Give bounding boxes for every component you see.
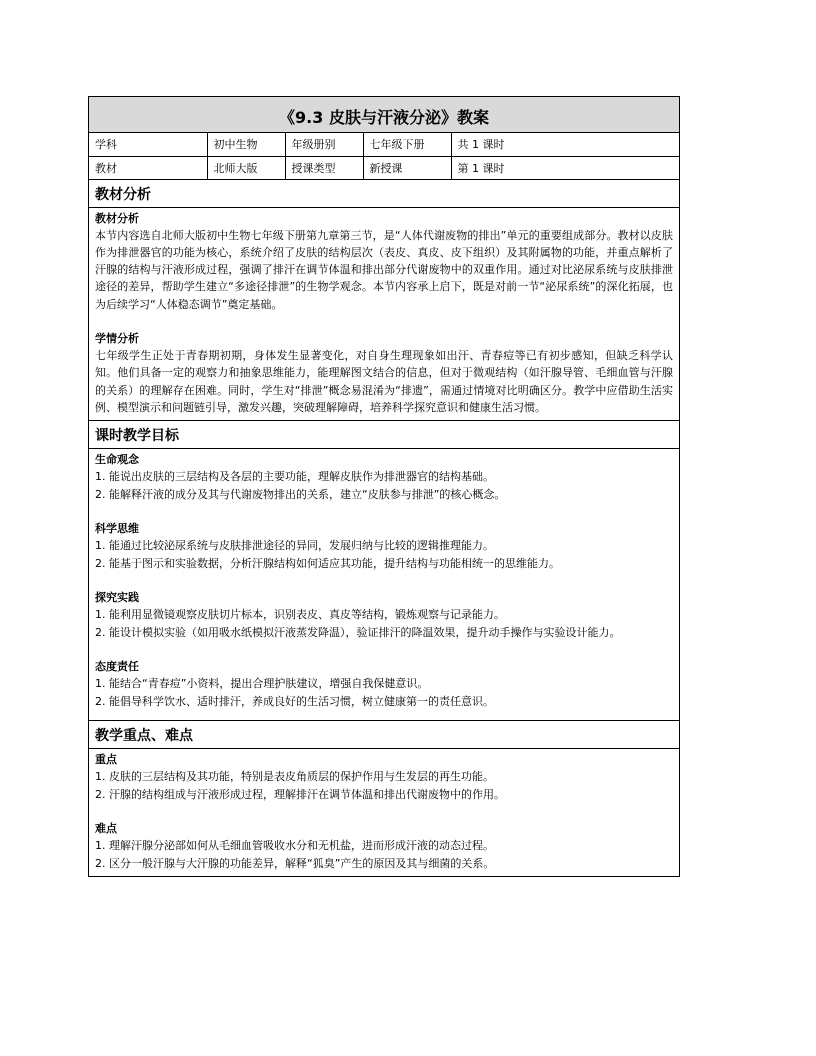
meta-row [89, 156, 679, 179]
list-item: 2. 能基于图示和实验数据，分析汗腺结构如何适应其功能，提升结构与功能相统一的思维能力。 [95, 556, 560, 570]
paragraph-textbook: 本节内容选自北师大版初中生物七年级下册第九章第三节，是“人体代谢废物的排出”单元的重要组成部分。教材以皮肤作为排泄器官的功能为核心，系统介绍了皮肤的结构层次（表皮、真皮、皮下组织）及其附属物的功能，并重点解析了汗腺的结构与汗液形成过程，强调了排汗在调节体温和排出部分代谢废物中的双重作用。通过对比泌尿系统与皮肤排泄途径的差异，帮助学生建立“多途径排泄”的生物学观念。本节内容承上启下，既是对前一节“泌尿系统”的深化拓展，也为后续学习“人体稳态调节”奠定基础。 [95, 228, 673, 311]
meta-cell: 学科 [89, 133, 207, 156]
list-item: 2. 能解释汗液的成分及其与代谢废物排出的关系，建立“皮肤参与排泄”的核心概念。 [95, 487, 506, 501]
list-item: 2. 能设计模拟实验（如用吸水纸模拟汗液蒸发降温），验证排汗的降温效果，提升动手操作与实验设计能力。 [95, 625, 621, 639]
list-item: 1. 能利用显微镜观察皮肤切片标本，识别表皮、真皮等结构，锻炼观察与记录能力。 [95, 608, 505, 622]
subheading-scientific-thinking: 科学思维 [95, 522, 139, 536]
meta-cell: 授课类型 [285, 156, 363, 179]
meta-row [89, 133, 679, 156]
section-body-objectives [89, 449, 679, 721]
lesson-plan-document [88, 96, 680, 877]
paragraph-students: 七年级学生正处于青春期初期，身体发生显著变化，对自身生理现象如出汗、青春痘等已有初步感知，但缺乏科学认知。他们具备一定的观察力和抽象思维能力，能理解图文结合的信息，但对于微观结构（如汗腺导管、毛细血管与汗腺的关系）的理解存在困难。同时，学生对“排泄”概念易混淆为“排遗”，需通过情境对比明确区分。教学中应借助生活实例、模型演示和问题链引导，激发兴趣，突破理解障碍，培养科学探究意识和健康生活习惯。 [95, 348, 673, 414]
list-item: 2. 区分一般汗腺与大汗腺的功能差异，解释“狐臭”产生的原因及其与细菌的关系。 [95, 856, 495, 870]
list-item: 1. 能说出皮肤的三层结构及各层的主要功能，理解皮肤作为排泄器官的结构基础。 [95, 470, 494, 484]
list-item: 1. 皮肤的三层结构及其功能，特别是表皮角质层的保护作用与生发层的再生功能。 [95, 770, 494, 784]
subheading-focus: 重点 [95, 753, 117, 767]
subheading-textbook: 教材分析 [95, 211, 139, 225]
subheading-life-concept: 生命观念 [95, 453, 139, 467]
list-item: 1. 能通过比较泌尿系统与皮肤排泄途径的异同，发展归纳与比较的逻辑推理能力。 [95, 539, 494, 553]
subheading-inquiry-practice: 探究实践 [95, 591, 139, 605]
list-item: 1. 能结合“青春痘”小资料，提出合理护肤建议，增强自我保健意识。 [95, 677, 429, 691]
meta-cell: 第 1 课时 [451, 156, 679, 179]
list-item: 1. 理解汗腺分泌部如何从毛细血管吸收水分和无机盐，进而形成汗液的动态过程。 [95, 839, 494, 853]
section-heading-keypoints: 教学重点、难点 [89, 721, 679, 749]
meta-cell: 初中生物 [207, 133, 285, 156]
subheading-students: 学情分析 [95, 331, 139, 345]
meta-cell: 年级册别 [285, 133, 363, 156]
list-item: 2. 汗腺的结构组成与汗液形成过程，理解排汗在调节体温和排出代谢废物中的作用。 [95, 787, 505, 801]
section-heading-objectives: 课时教学目标 [89, 421, 679, 449]
section-heading-analysis: 教材分析 [89, 180, 679, 208]
meta-cell: 共 1 课时 [451, 133, 679, 156]
section-body-analysis [89, 208, 679, 422]
subheading-attitude-responsibility: 态度责任 [95, 660, 139, 674]
meta-cell: 新授课 [363, 156, 451, 179]
meta-cell: 北师大版 [207, 156, 285, 179]
meta-cell: 七年级下册 [363, 133, 451, 156]
section-body-keypoints [89, 749, 679, 876]
document-title: 《9.3 皮肤与汗液分泌》教案 [89, 97, 679, 133]
subheading-difficult: 难点 [95, 822, 117, 836]
meta-table [89, 133, 679, 180]
meta-cell: 教材 [89, 156, 207, 179]
list-item: 2. 能倡导科学饮水、适时排汗，养成良好的生活习惯，树立健康第一的责任意识。 [95, 694, 494, 708]
